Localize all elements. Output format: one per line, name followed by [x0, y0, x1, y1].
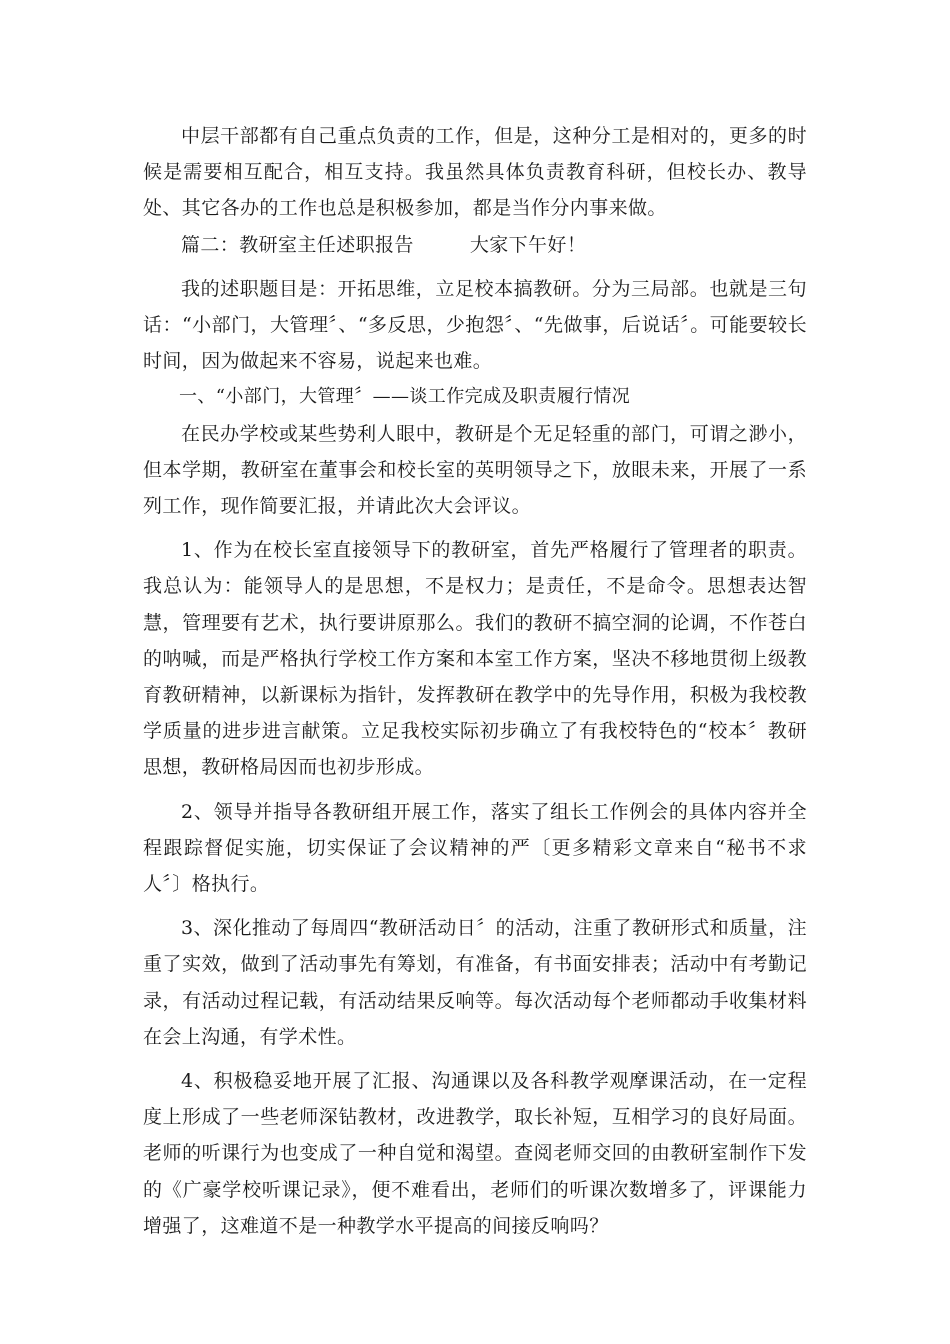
section-heading-1: 一、“小部门，大管理〞——谈工作完成及职责履行情况 — [179, 386, 631, 408]
chapter-title: 篇二：教研室主任述职报告 — [181, 233, 414, 256]
document-body — [143, 118, 807, 1244]
list-item-3: 3、深化推动了每周四“教研活动日〞的活动，注重了教研形式和质量，注重了实效，做到了活动事先有筹划，有准备，有书面安排表；活动中有考勤记录，有活动过程记载，有活动结果反响等。每次活动每个老师都动手收集材料在会上沟通，有学术性。 — [143, 917, 807, 1048]
paragraph-report-topic: 我的述职题目是：开拓思维，立足校本搞教研。分为三局部。也就是三句话：“小部门，大管理〞、“多反思，少抱怨〞、“先做事，后说话〞。可能要较长时间，因为做起来不容易，说起来也难。 — [143, 277, 807, 373]
list-item-4: 4、积极稳妥地开展了汇报、沟通课以及各科教学观摩课活动，在一定程度上形成了一些老师深钻教材，改进教学，取长补短，互相学习的良好局面。老师的听课行为也变成了一种自觉和渴望。查阅老师交回的由教研室制作下发的《广豪学校听课记录》，便不难看出，老师们的听课次数增多了，评课能力增强了，这难道不是一种教学水平提高的间接反响吗？ — [143, 1070, 807, 1237]
list-item-1: 1、作为在校长室直接领导下的教研室，首先严格履行了管理者的职责。我总认为：能领导人的是思想，不是权力；是责任，不是命令。思想表达智慧，管理要有艺术，执行要讲原那么。我们的教研不搞空洞的论调，不作苍白的呐喊，而是严格执行学校工作方案和本室工作方案，坚决不移地贯彻上级教育教研精神，以新课标为指针，发挥教研在教学中的先导作用，积极为我校教学质量的进步进言献策。立足我校实际初步确立了有我校特色的“校本〞教研思想，教研格局因而也初步形成。 — [143, 539, 807, 779]
paragraph-duty-division: 中层干部都有自己重点负责的工作，但是，这种分工是相对的，更多的时候是需要相互配合，相互支持。我虽然具体负责教育科研，但校长办、教导处、其它各办的工作也总是积极参加，都是当作分内事来做。 — [143, 125, 807, 220]
greeting: 大家下午好！ — [469, 233, 587, 256]
chapter-heading-line — [143, 227, 807, 263]
paragraph-intro: 在民办学校或某些势利人眼中，教研是个无足轻重的部门，可谓之渺小，但本学期，教研室在董事会和校长室的英明领导之下，放眼未来，开展了一系列工作，现作简要汇报，并请此次大会评议。 — [143, 422, 807, 518]
list-item-2: 2、领导并指导各教研组开展工作，落实了组长工作例会的具体内容并全程跟踪督促实施，切实保证了会议精神的严〔更多精彩文章来自“秘书不求人〞〕格执行。 — [143, 800, 807, 896]
